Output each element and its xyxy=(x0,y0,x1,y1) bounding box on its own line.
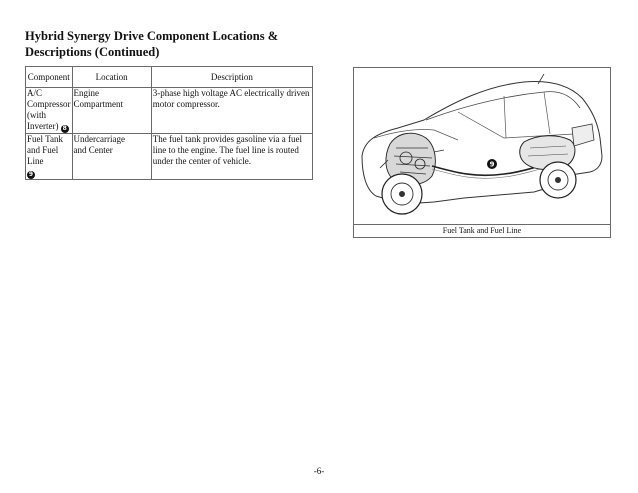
component-line: A/C xyxy=(27,88,43,98)
component-line xyxy=(27,121,71,133)
cell-description xyxy=(151,134,312,180)
figure-caption: Fuel Tank and Fuel Line xyxy=(354,224,610,237)
car-cutaway-illustration xyxy=(354,68,610,224)
component-line: (with xyxy=(27,110,46,120)
component-line xyxy=(27,167,71,179)
page-title xyxy=(25,28,325,60)
cell-location xyxy=(72,134,151,180)
table-header-row xyxy=(26,67,313,88)
cell-component xyxy=(26,134,73,180)
table-row xyxy=(26,134,313,180)
table-row xyxy=(26,88,313,134)
figure-fuel-tank xyxy=(353,67,611,238)
description-line: line to the engine. The fuel line is routed xyxy=(152,145,299,155)
front-wheel-icon xyxy=(382,174,422,214)
page-number: -6- xyxy=(313,466,325,476)
location-line: Engine xyxy=(73,88,99,98)
description-line: under the center of vehicle. xyxy=(152,156,251,166)
callout-number-badge: 8 xyxy=(62,125,67,132)
cell-component xyxy=(26,88,73,134)
cell-description xyxy=(151,88,312,134)
location-line: Compartment xyxy=(73,99,123,109)
component-line: Compressor xyxy=(27,99,71,109)
description-line: motor compressor. xyxy=(152,99,220,109)
location-line: Undercarriage xyxy=(73,134,125,144)
description-line: 3-phase high voltage AC electrically driven xyxy=(152,88,310,98)
header-description: Description xyxy=(151,67,312,88)
callout-marker-label: 9 xyxy=(489,160,495,169)
page-title-line-1: Hybrid Synergy Drive Component Locations & xyxy=(25,29,279,43)
description-line: The fuel tank provides gasoline via a fuel xyxy=(152,134,302,144)
component-line: and Fuel Line xyxy=(27,145,59,166)
page-title-line-2: Descriptions (Continued) xyxy=(25,45,160,59)
header-component: Component xyxy=(26,67,73,88)
rear-wheel-icon xyxy=(540,162,576,198)
header-location: Location xyxy=(72,67,151,88)
component-line-text: Inverter) xyxy=(27,121,59,131)
location-line: and Center xyxy=(73,145,113,155)
callout-number-badge: 9 xyxy=(28,171,34,178)
cell-location xyxy=(72,88,151,134)
component-line: Fuel Tank xyxy=(27,134,63,144)
component-table xyxy=(25,66,313,180)
